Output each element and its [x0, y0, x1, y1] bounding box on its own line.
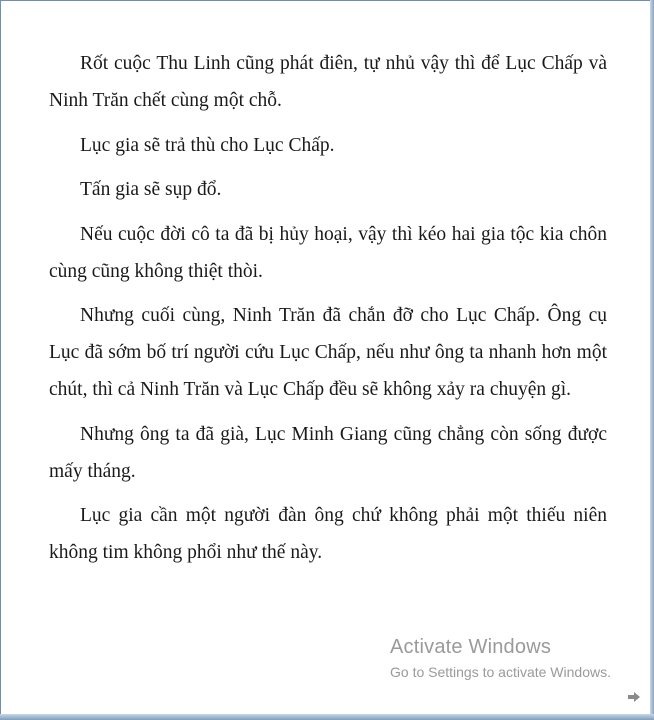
paragraph-4: Nếu cuộc đời cô ta đã bị hủy hoại, vậy thì kéo hai gia tộc kia chôn cùng cũng không thiệt thòi. — [49, 223, 607, 282]
paragraph-2: Lục gia sẽ trả thù cho Lục Chấp. — [80, 134, 335, 156]
document-body — [49, 45, 607, 579]
paragraph-7: Lục gia cần một người đàn ông chứ không phải một thiếu niên không tim không phổi như thế này. — [49, 505, 607, 563]
watermark-title: Activate Windows — [390, 636, 552, 658]
paragraph-3: Tấn gia sẽ sụp đổ. — [80, 179, 222, 200]
paragraph-1: Rốt cuộc Thu Linh cũng phát điên, tự nhủ vậy thì để Lục Chấp và Ninh Trăn chết cùng một chỗ. — [49, 53, 607, 111]
window-right-edge — [650, 0, 654, 720]
paragraph-5: Nhưng cuối cùng, Ninh Trăn đã chắn đỡ cho Lục Chấp. Ông cụ Lục đã sớm bố trí người cứu Lục Chấp, nếu như ông ta nhanh hơn một chút, thì cả Ninh Trăn và Lục Chấp đều sẽ không xảy ra chuyện gì. — [49, 305, 607, 400]
paragraph-6: Nhưng ông ta đã già, Lục Minh Giang cũng chẳng còn sống được mấy tháng. — [49, 423, 607, 482]
arrow-right-icon[interactable] — [627, 690, 641, 704]
activate-windows-watermark — [390, 634, 611, 682]
window-bottom-edge — [0, 714, 654, 720]
watermark-subtitle: Go to Settings to activate Windows. — [390, 664, 611, 680]
